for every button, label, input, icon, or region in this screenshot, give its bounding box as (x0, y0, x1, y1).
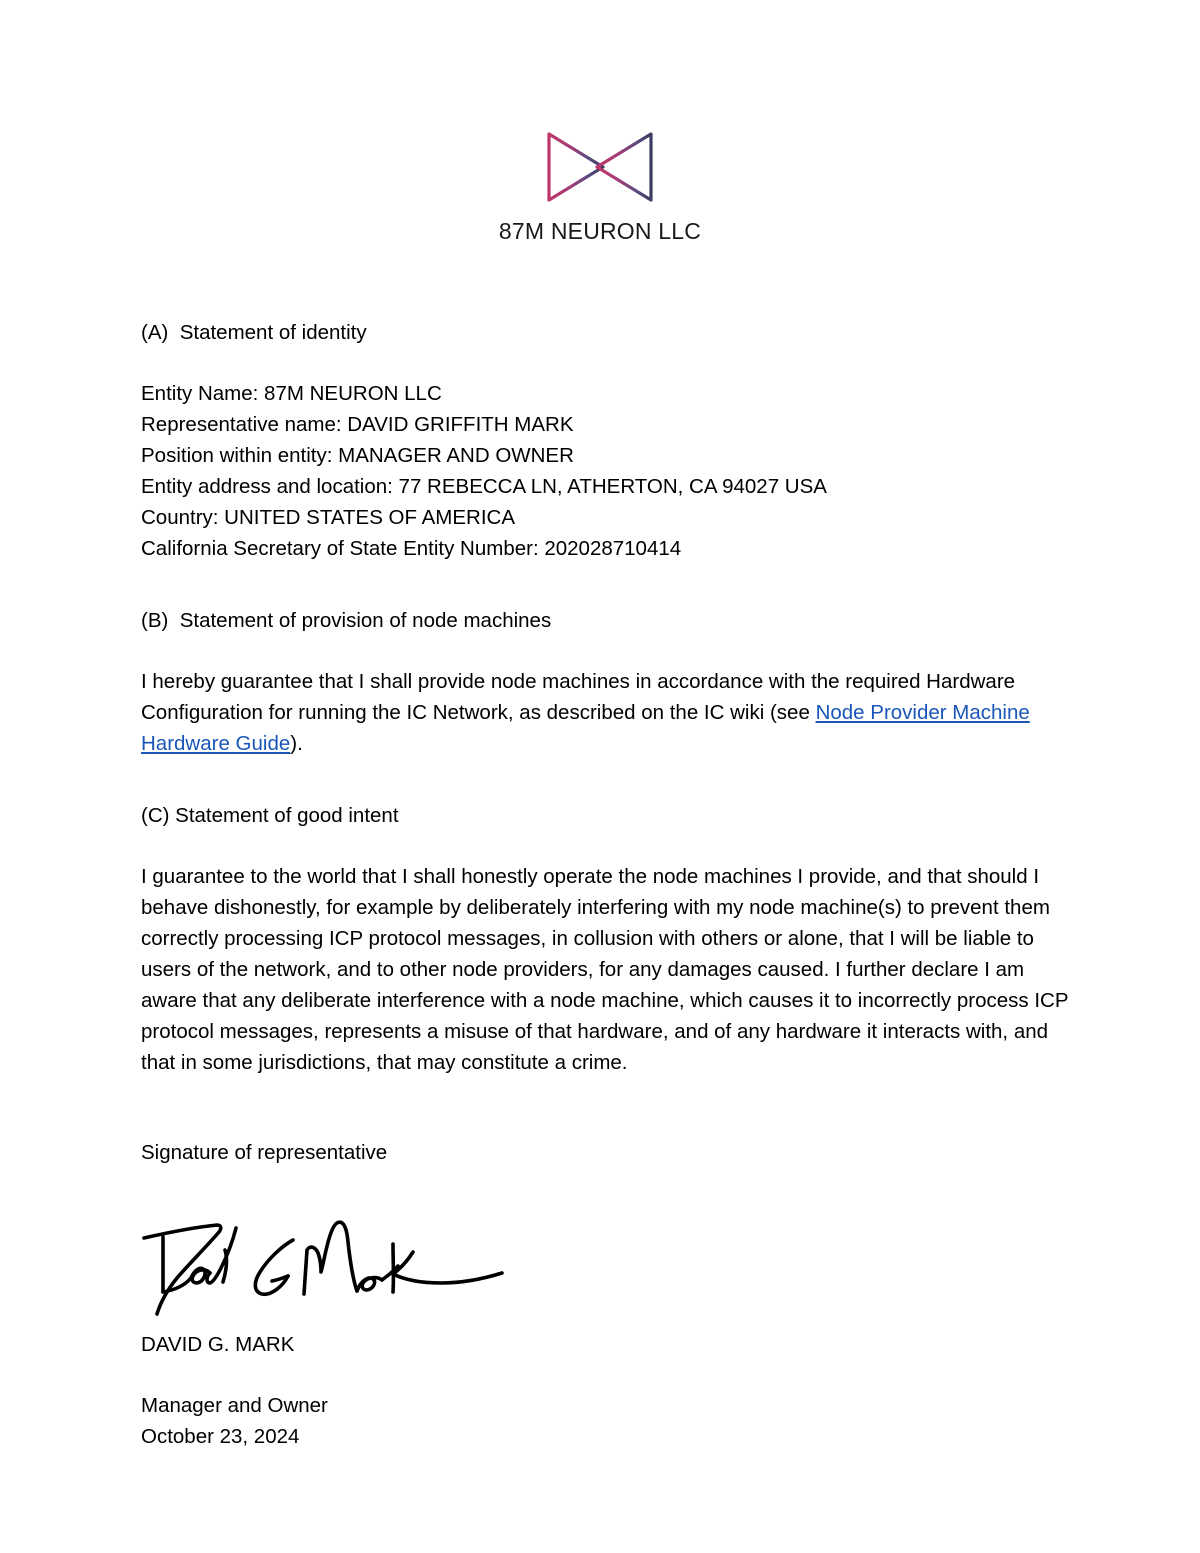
company-name: 87M NEURON LLC (498, 218, 702, 244)
section-a-fields (141, 378, 1085, 564)
section-b-heading: (B) Statement of provision of node machines (141, 609, 552, 632)
section-b-body (141, 666, 1085, 759)
field-entity-number: California Secretary of State Entity Number: 202028710414 (141, 537, 682, 560)
field-entity-address: Entity address and location: 77 REBECCA LN, ATHERTON, CA 94027 USA (141, 475, 827, 498)
printed-name: DAVID G. MARK (141, 1333, 295, 1356)
field-country: Country: UNITED STATES OF AMERICA (141, 506, 515, 529)
section-b-text-before-link: I hereby guarantee that I shall provide node machines in accordance with the required Hardware Configuration for running the IC Network, as described on the IC wiki (see (141, 670, 1016, 724)
handwritten-signature-icon (141, 1206, 521, 1324)
document-body (141, 318, 1085, 1452)
letterhead (0, 128, 1200, 243)
field-entity-name: Entity Name: 87M NEURON LLC (141, 382, 442, 405)
section-b-text-after-link: ). (290, 732, 303, 755)
section-c-body: I guarantee to the world that I shall honestly operate the node machines I provide, and that should I behave dishonestly, for example by deliberately interfering with my node machine(s) to prevent them correctly processing ICP protocol messages, in collusion with others or alone, that I will be liable to users of the network, and to other node providers, for any damages caused. I further declare I am aware that any deliberate interference with a node machine, which causes it to incorrectly process ICP protocol messages, represents a misuse of that hardware, and of any hardware it interacts with, and that in some jurisdictions, that may constitute a crime. (141, 865, 1069, 1074)
section-c-heading: (C) Statement of good intent (141, 804, 399, 827)
section-a-heading: (A) Statement of identity (141, 321, 367, 344)
signature-label: Signature of representative (141, 1141, 388, 1164)
node-provider-hardware-guide-link[interactable]: Node Provider Machine Hardware Guide (141, 701, 1030, 755)
signature-date: October 23, 2024 (141, 1425, 300, 1448)
signer-role: Manager and Owner (141, 1394, 328, 1417)
company-logo-icon (541, 128, 659, 206)
field-representative-name: Representative name: DAVID GRIFFITH MARK (141, 413, 574, 436)
field-position: Position within entity: MANAGER AND OWNER (141, 444, 574, 467)
signature-image (141, 1206, 521, 1324)
